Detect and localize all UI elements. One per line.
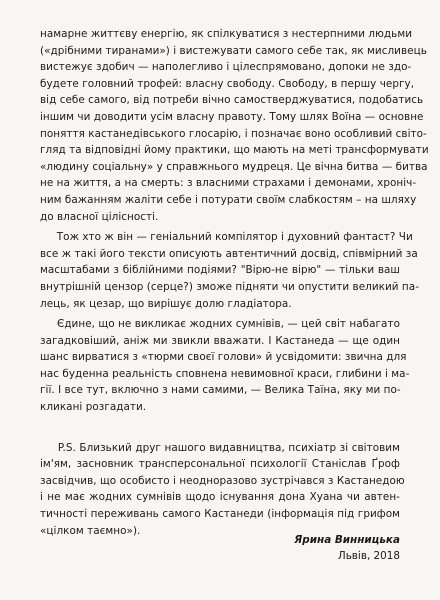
text-line: P.S. Близький друг нашого видавництва, психіатр зі світовим (40, 441, 400, 454)
text-line: вистежує здобич — наполегливо і цілеспрямовано, допоки не здо- (40, 61, 412, 74)
text-line: гляд та відповідні йому практики, що мають на меті трансформувати (40, 144, 429, 157)
text-line: шанс вирватися з «тюрми своєї голови» й усвідомити: звична для (40, 351, 407, 364)
text-line: все ж такі його тексти описують автентичний досвід, співмірний за (40, 247, 418, 260)
text-line: тичності переживань самого Кастанеди (інформація під грифом (40, 508, 400, 521)
paragraph-gap (40, 416, 400, 440)
text-line: нас буденна реальність сповнена невимовної краси, глибини і ма- (40, 367, 410, 380)
text-line: і не має жодних сумнівів щодо існування дона Хуана чи автен- (40, 491, 400, 504)
author-signature (294, 532, 400, 564)
text-line: кликані розгадати. (40, 401, 147, 414)
text-line: «людину соціальну» у справжнього мудреця. Це вічна битва — битва (40, 160, 428, 173)
text-line: поняття кастанедівського глосарію, і позначає воно особливий світо- (40, 127, 427, 140)
text-line: намарне життєву енергію, як спілкуватися з нестерпними людьми (40, 28, 413, 40)
text-line: ним бажанням жаліти себе і потурати своїм слабкостям – на шляху (40, 193, 417, 206)
paragraph-2 (40, 229, 419, 312)
author-name: Ярина Винницька (294, 534, 400, 546)
text-line: не на життя, а на смерть: з власними страхами і демонами, хроніч- (40, 177, 417, 190)
text-line: ім'ям, засновник трансперсональної психології Станіслав Ґроф (40, 458, 400, 471)
text-line: «цілком таємно»). (40, 524, 141, 537)
paragraph-ps (40, 440, 405, 540)
text-line: гії. І все тут, включно з нами самими, — Велика Таїна, яку ми по- (40, 384, 401, 397)
text-line: лець, як цезар, що вирішує долю гладіатора. (40, 297, 292, 310)
text-line: до власної цілісності. (40, 210, 159, 223)
text-line: іншим чи доводити усім власну правоту. Тому шлях Воїна — основне (40, 110, 424, 123)
text-line: загадковіший, аніж ми звикли вважати. І Кастанеда — ще один (40, 334, 400, 347)
text-line: («дрібними тиранами») і вистежувати самого себе так, як мисливець (40, 44, 427, 57)
text-line: будете головний трофей: власну свободу. Свободу, в першу чергу, (40, 77, 415, 90)
text-line: засвідчив, що особисто і неодноразово зустрічався з Кастанедою (40, 474, 405, 487)
text-line: внутрішній цензор (серце?) зможе підняти чи опустити великий па- (40, 280, 419, 293)
text-line: Тож хто ж він — геніальний компілятор і духовний фантаст? Чи (40, 231, 413, 244)
text-line: Єдине, що не викликає жодних сумнівів, — цей світ набагато (40, 318, 400, 331)
text-line: від себе самого, від потреби вічно самостверджуватися, подобатись (40, 94, 424, 107)
text-line: масштабами з біблійними подіями? "Вірю-не вірю" — тільки ваш (40, 264, 400, 277)
place-date: Львів, 2018 (337, 550, 400, 562)
paragraph-3 (40, 316, 410, 416)
paragraph-1 (40, 26, 429, 225)
